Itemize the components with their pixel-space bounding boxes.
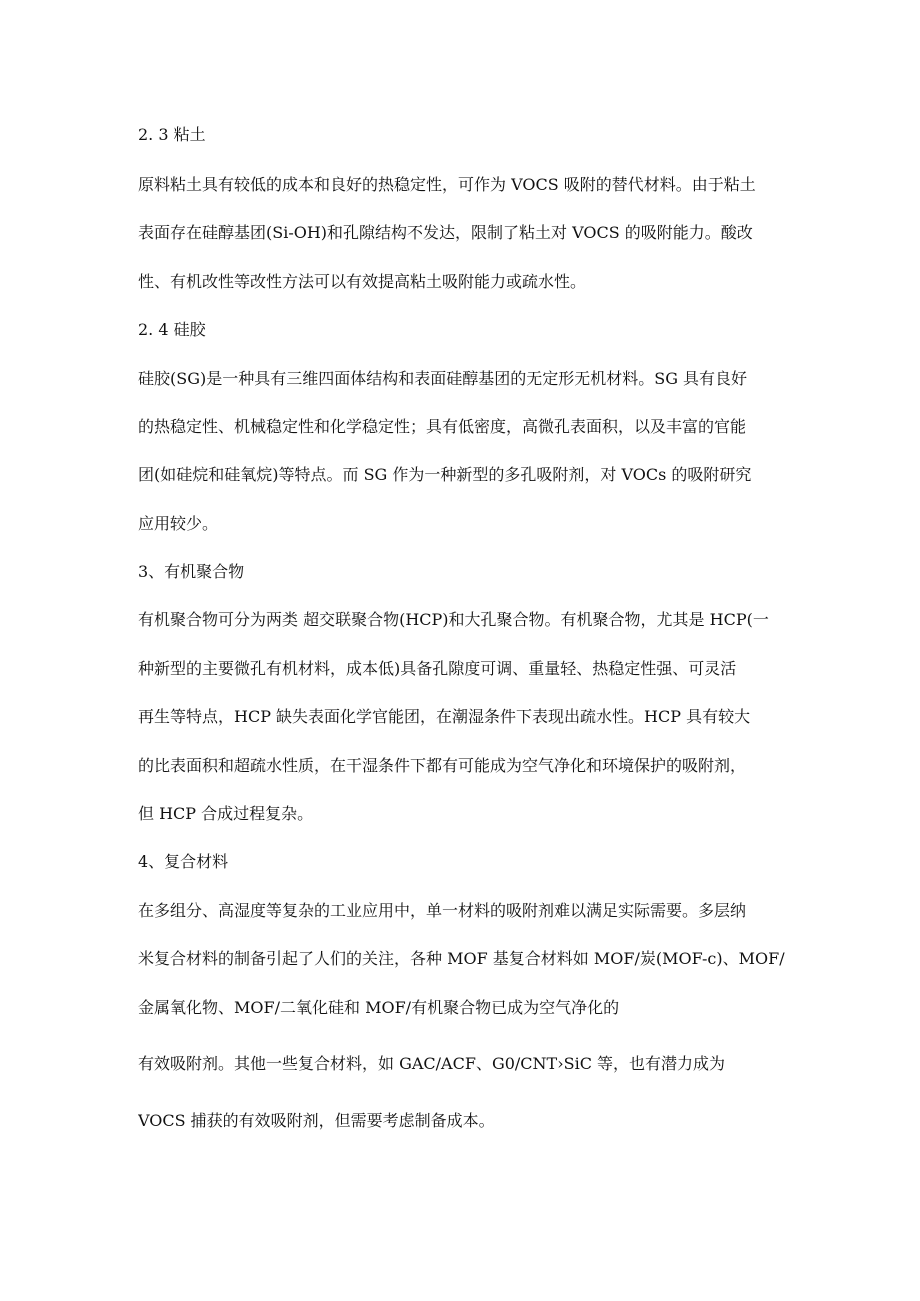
section-heading-3: 3、有机聚合物 xyxy=(138,562,245,581)
paragraph-line: 但 HCP 合成过程复杂。 xyxy=(138,804,314,823)
paragraph-line: 有机聚合物可分为两类 超交联聚合物(HCP)和大孔聚合物。有机聚合物，尤其是 HCP(一 xyxy=(138,610,769,629)
section-heading-2-4: 2. 4 硅胶 xyxy=(138,320,206,339)
paragraph-line: 在多组分、高湿度等复杂的工业应用中，单一材料的吸附剂难以满足实际需要。多层纳 xyxy=(138,901,747,920)
paragraph-line: 原料粘土具有较低的成本和良好的热稳定性，可作为 VOCS 吸附的替代材料。由于粘土 xyxy=(138,175,756,194)
paragraph-line: 的热稳定性、机械稳定性和化学稳定性；具有低密度，高微孔表面积，以及丰富的官能 xyxy=(138,417,747,436)
paragraph-line: 团(如硅烷和硅氧烷)等特点。而 SG 作为一种新型的多孔吸附剂，对 VOCs 的吸附研究 xyxy=(138,465,752,484)
section-heading-4: 4、复合材料 xyxy=(138,852,229,871)
paragraph-line: 米复合材料的制备引起了人们的关注，各种 MOF 基复合材料如 MOF/炭(MOF-c)、MOF/ xyxy=(138,949,785,968)
paragraph-line: 硅胶(SG)是一种具有三维四面体结构和表面硅醇基团的无定形无机材料。SG 具有良好 xyxy=(138,369,748,388)
paragraph-line: 金属氧化物、MOF/二氧化硅和 MOF/有机聚合物已成为空气净化的 xyxy=(138,998,620,1017)
paragraph-line: 种新型的主要微孔有机材料，成本低)具备孔隙度可调、重量轻、热稳定性强、可灵活 xyxy=(138,659,737,678)
section-heading-2-3: 2. 3 粘土 xyxy=(138,125,206,144)
paragraph-line: 再生等特点，HCP 缺失表面化学官能团，在潮湿条件下表现出疏水性。HCP 具有较大 xyxy=(138,707,751,726)
paragraph-line: 性、有机改性等改性方法可以有效提高粘土吸附能力或疏水性。 xyxy=(138,272,587,291)
paragraph-line: 的比表面积和超疏水性质，在干湿条件下都有可能成为空气净化和环境保护的吸附剂， xyxy=(138,756,747,775)
paragraph-line: 应用较少。 xyxy=(138,514,219,533)
paragraph-line: VOCS 捕获的有效吸附剂，但需要考虑制备成本。 xyxy=(138,1111,495,1130)
paragraph-line: 有效吸附剂。其他一些复合材料，如 GAC/ACF、G0/CNT›SiC 等，也有潜力成为 xyxy=(138,1054,726,1073)
paragraph-line: 表面存在硅醇基团(Si-OH)和孔隙结构不发达，限制了粘土对 VOCS 的吸附能力。酸改 xyxy=(138,223,753,242)
